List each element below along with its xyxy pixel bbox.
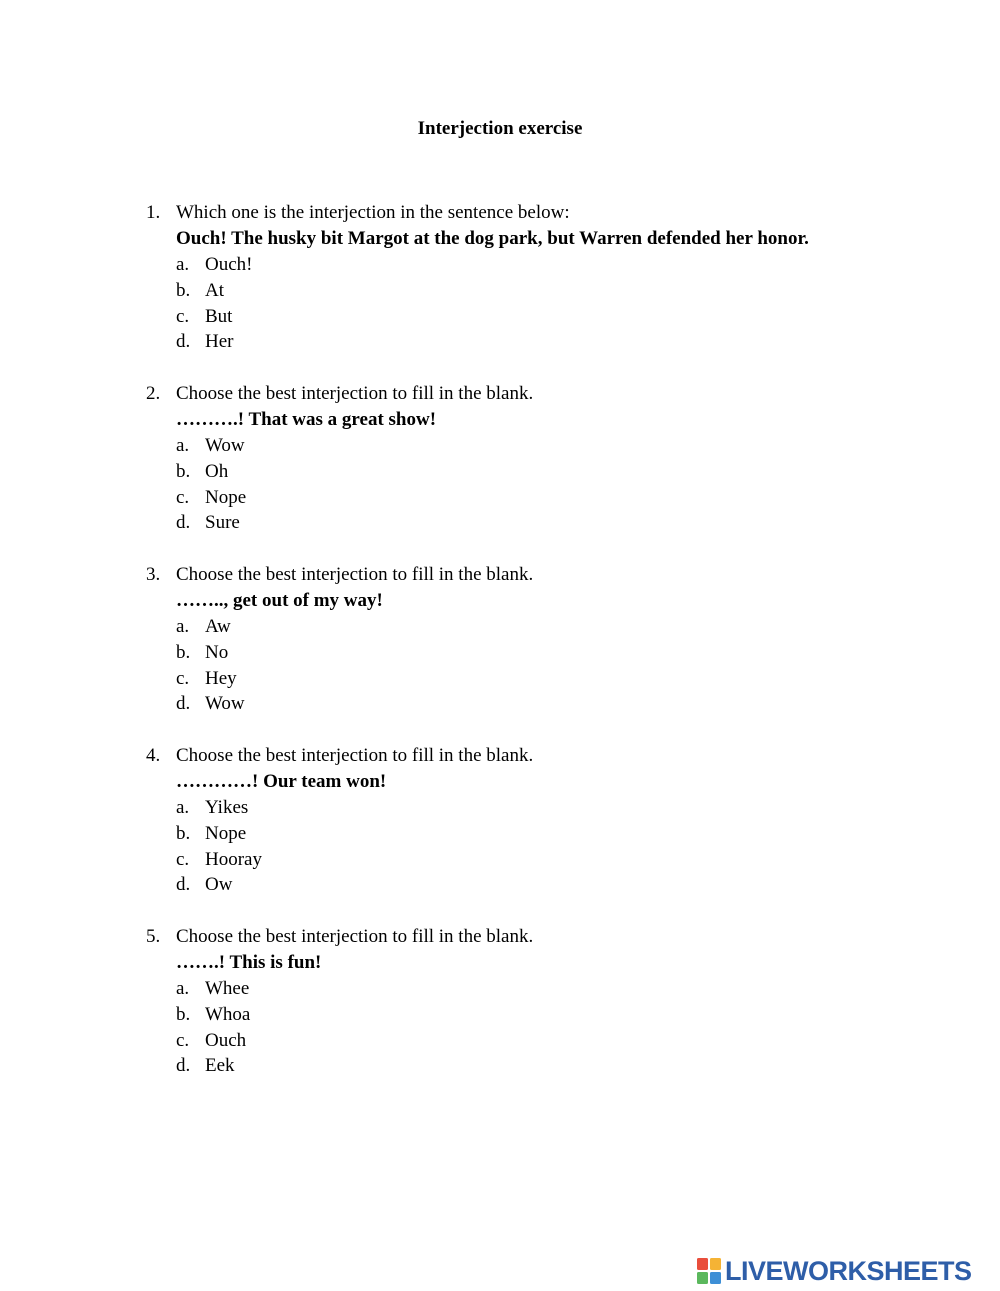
option-text: Ouch! xyxy=(205,254,253,275)
option-letter: b. xyxy=(176,822,191,844)
question-number: 1. xyxy=(146,202,161,223)
option-letter: a. xyxy=(176,978,190,999)
option-letter: c. xyxy=(176,1029,190,1051)
option-letter: d. xyxy=(176,1055,191,1077)
option-text: Her xyxy=(205,331,234,353)
question-prompt: Choose the best interjection to fill in the blank. xyxy=(176,926,534,947)
option-b[interactable] xyxy=(176,821,876,847)
option-c[interactable] xyxy=(176,847,876,873)
option-text: Nope xyxy=(205,822,247,844)
option-list xyxy=(176,976,876,1079)
question-number: 4. xyxy=(146,745,161,766)
page-title: Interjection exercise xyxy=(417,118,583,139)
option-letter: b. xyxy=(176,1003,191,1025)
option-text: Nope xyxy=(205,486,247,508)
option-letter: a. xyxy=(176,616,190,637)
question-number: 5. xyxy=(146,926,161,947)
question-sentence: …………! Our team won! xyxy=(176,771,387,792)
option-letter: b. xyxy=(176,460,191,482)
option-b[interactable] xyxy=(176,640,876,666)
option-c[interactable] xyxy=(176,485,876,511)
option-list xyxy=(176,795,876,898)
question-sentence: Ouch! The husky bit Margot at the dog park, but Warren defended her honor. xyxy=(176,228,809,249)
logo-text: LIVEWORKSHEETS xyxy=(725,1256,972,1286)
option-letter: a. xyxy=(176,254,190,275)
option-d[interactable] xyxy=(176,872,876,898)
option-letter: c. xyxy=(176,305,190,327)
option-letter: b. xyxy=(176,641,191,663)
question-sentence: ……….! That was a great show! xyxy=(176,409,437,430)
option-letter: d. xyxy=(176,512,191,534)
option-text: Whoa xyxy=(205,1003,251,1025)
option-d[interactable] xyxy=(176,691,876,717)
question-prompt: Choose the best interjection to fill in the blank. xyxy=(176,564,534,585)
option-text: Yikes xyxy=(205,797,249,818)
question-number: 2. xyxy=(146,383,161,404)
option-text: Hooray xyxy=(205,848,262,870)
option-a[interactable] xyxy=(176,614,876,640)
option-letter: a. xyxy=(176,797,190,818)
option-text: Wow xyxy=(205,435,245,456)
question-prompt: Choose the best interjection to fill in the blank. xyxy=(176,383,534,404)
option-b[interactable] xyxy=(176,1002,876,1028)
option-letter: a. xyxy=(176,435,190,456)
option-a[interactable] xyxy=(176,252,876,278)
question-prompt: Choose the best interjection to fill in the blank. xyxy=(176,745,534,766)
option-text: Sure xyxy=(205,512,240,534)
question-sentence: …….., get out of my way! xyxy=(176,590,383,611)
question-number: 3. xyxy=(146,564,161,585)
question-sentence: …….! This is fun! xyxy=(176,952,322,973)
option-letter: b. xyxy=(176,279,191,301)
option-letter: d. xyxy=(176,874,191,896)
option-c[interactable] xyxy=(176,304,876,330)
option-text: Oh xyxy=(205,460,229,482)
option-text: Wow xyxy=(205,693,245,715)
question-prompt: Which one is the interjection in the sentence below: xyxy=(176,202,570,223)
option-a[interactable] xyxy=(176,433,876,459)
option-text: Eek xyxy=(205,1055,235,1077)
option-letter: d. xyxy=(176,693,191,715)
option-d[interactable] xyxy=(176,329,876,355)
option-c[interactable] xyxy=(176,666,876,692)
option-letter: c. xyxy=(176,486,190,508)
option-text: Whee xyxy=(205,978,250,999)
option-list xyxy=(176,433,876,536)
option-text: Aw xyxy=(205,616,231,637)
option-letter: c. xyxy=(176,667,190,689)
option-d[interactable] xyxy=(176,1053,876,1079)
option-b[interactable] xyxy=(176,278,876,304)
option-b[interactable] xyxy=(176,459,876,485)
option-list xyxy=(176,614,876,717)
option-text: But xyxy=(205,305,233,327)
option-text: At xyxy=(205,279,224,301)
logo-blocks-icon xyxy=(697,1258,721,1284)
option-text: Hey xyxy=(205,667,237,689)
option-c[interactable] xyxy=(176,1028,876,1054)
option-d[interactable] xyxy=(176,510,876,536)
option-letter: c. xyxy=(176,848,190,870)
option-text: Ouch xyxy=(205,1029,247,1051)
option-letter: d. xyxy=(176,331,191,353)
liveworksheets-logo[interactable] xyxy=(697,1256,972,1286)
option-text: Ow xyxy=(205,874,233,896)
option-list xyxy=(176,252,876,355)
option-text: No xyxy=(205,641,229,663)
option-a[interactable] xyxy=(176,976,876,1002)
option-a[interactable] xyxy=(176,795,876,821)
